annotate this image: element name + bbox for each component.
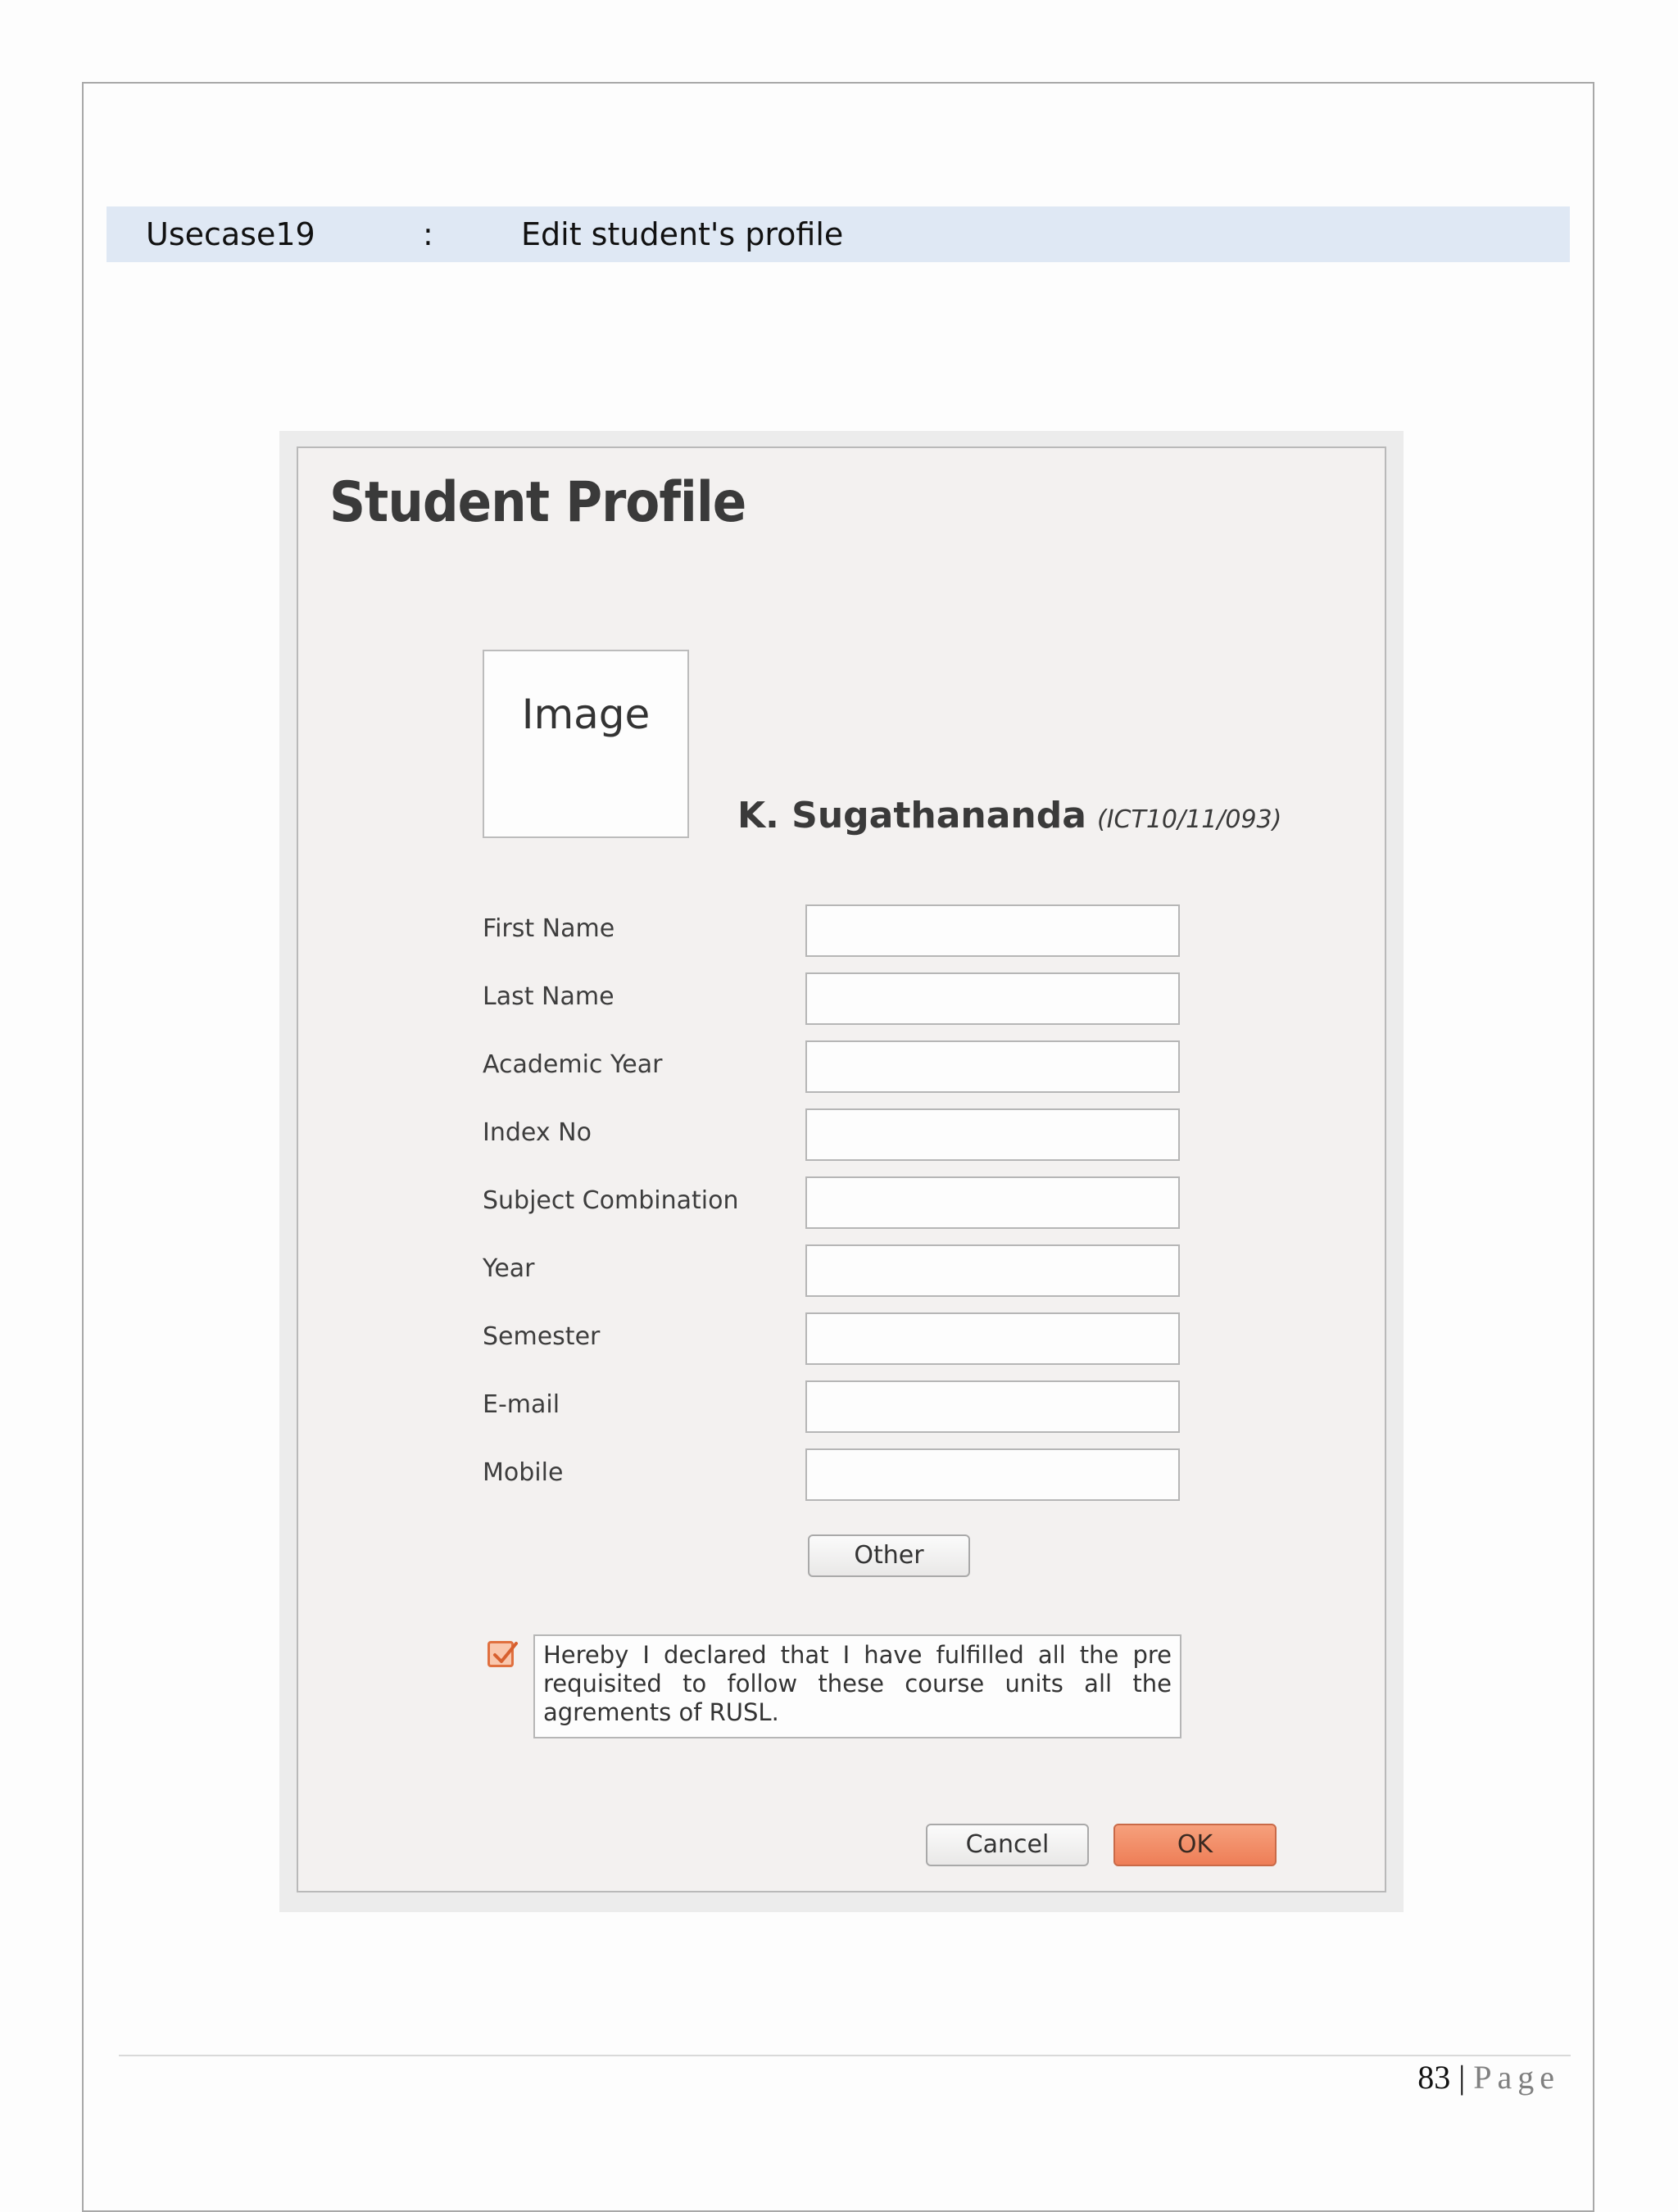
academic-year-label: Academic Year bbox=[483, 1050, 663, 1079]
ok-button[interactable]: OK bbox=[1113, 1824, 1277, 1866]
cancel-button[interactable]: Cancel bbox=[926, 1824, 1089, 1866]
year-label: Year bbox=[483, 1254, 535, 1283]
page-word: Page bbox=[1473, 2059, 1560, 2096]
page-footer bbox=[1417, 2058, 1560, 2096]
last-name-input[interactable] bbox=[805, 972, 1180, 1025]
checkmark-icon bbox=[488, 1639, 519, 1670]
index-no-label: Index No bbox=[483, 1118, 592, 1147]
mobile-label: Mobile bbox=[483, 1458, 564, 1487]
page-title: Student Profile bbox=[329, 470, 746, 535]
last-name-label: Last Name bbox=[483, 982, 615, 1011]
declaration-text: Hereby I declared that I have fulfilled all the pre requisited to follow these course units all the agrements of RUSL. bbox=[533, 1634, 1181, 1738]
semester-input[interactable] bbox=[805, 1312, 1180, 1365]
usecase-id: Usecase19 bbox=[146, 216, 315, 252]
email-label: E-mail bbox=[483, 1390, 560, 1419]
declaration-checkbox[interactable] bbox=[488, 1641, 514, 1667]
subject-combination-input[interactable] bbox=[805, 1176, 1180, 1229]
usecase-title: Edit student's profile bbox=[521, 216, 844, 252]
index-no-input[interactable] bbox=[805, 1108, 1180, 1161]
first-name-input[interactable] bbox=[805, 904, 1180, 957]
academic-year-input[interactable] bbox=[805, 1040, 1180, 1093]
footer-divider bbox=[119, 2055, 1571, 2056]
image-placeholder-label: Image bbox=[521, 691, 651, 738]
student-name: K. Sugathananda bbox=[737, 795, 1086, 836]
mobile-input[interactable] bbox=[805, 1448, 1180, 1501]
other-button[interactable]: Other bbox=[808, 1534, 970, 1577]
student-name-display bbox=[737, 795, 1281, 836]
student-index: (ICT10/11/093) bbox=[1097, 805, 1282, 834]
semester-label: Semester bbox=[483, 1322, 601, 1351]
profile-image-placeholder[interactable] bbox=[483, 650, 689, 838]
usecase-header bbox=[107, 206, 1570, 262]
usecase-separator: : bbox=[423, 216, 433, 252]
email-input[interactable] bbox=[805, 1380, 1180, 1433]
page-number: 83 bbox=[1417, 2059, 1451, 2096]
first-name-label: First Name bbox=[483, 914, 615, 943]
page-footer-separator: | bbox=[1458, 2059, 1466, 2096]
year-input[interactable] bbox=[805, 1244, 1180, 1297]
subject-combination-label: Subject Combination bbox=[483, 1186, 739, 1215]
